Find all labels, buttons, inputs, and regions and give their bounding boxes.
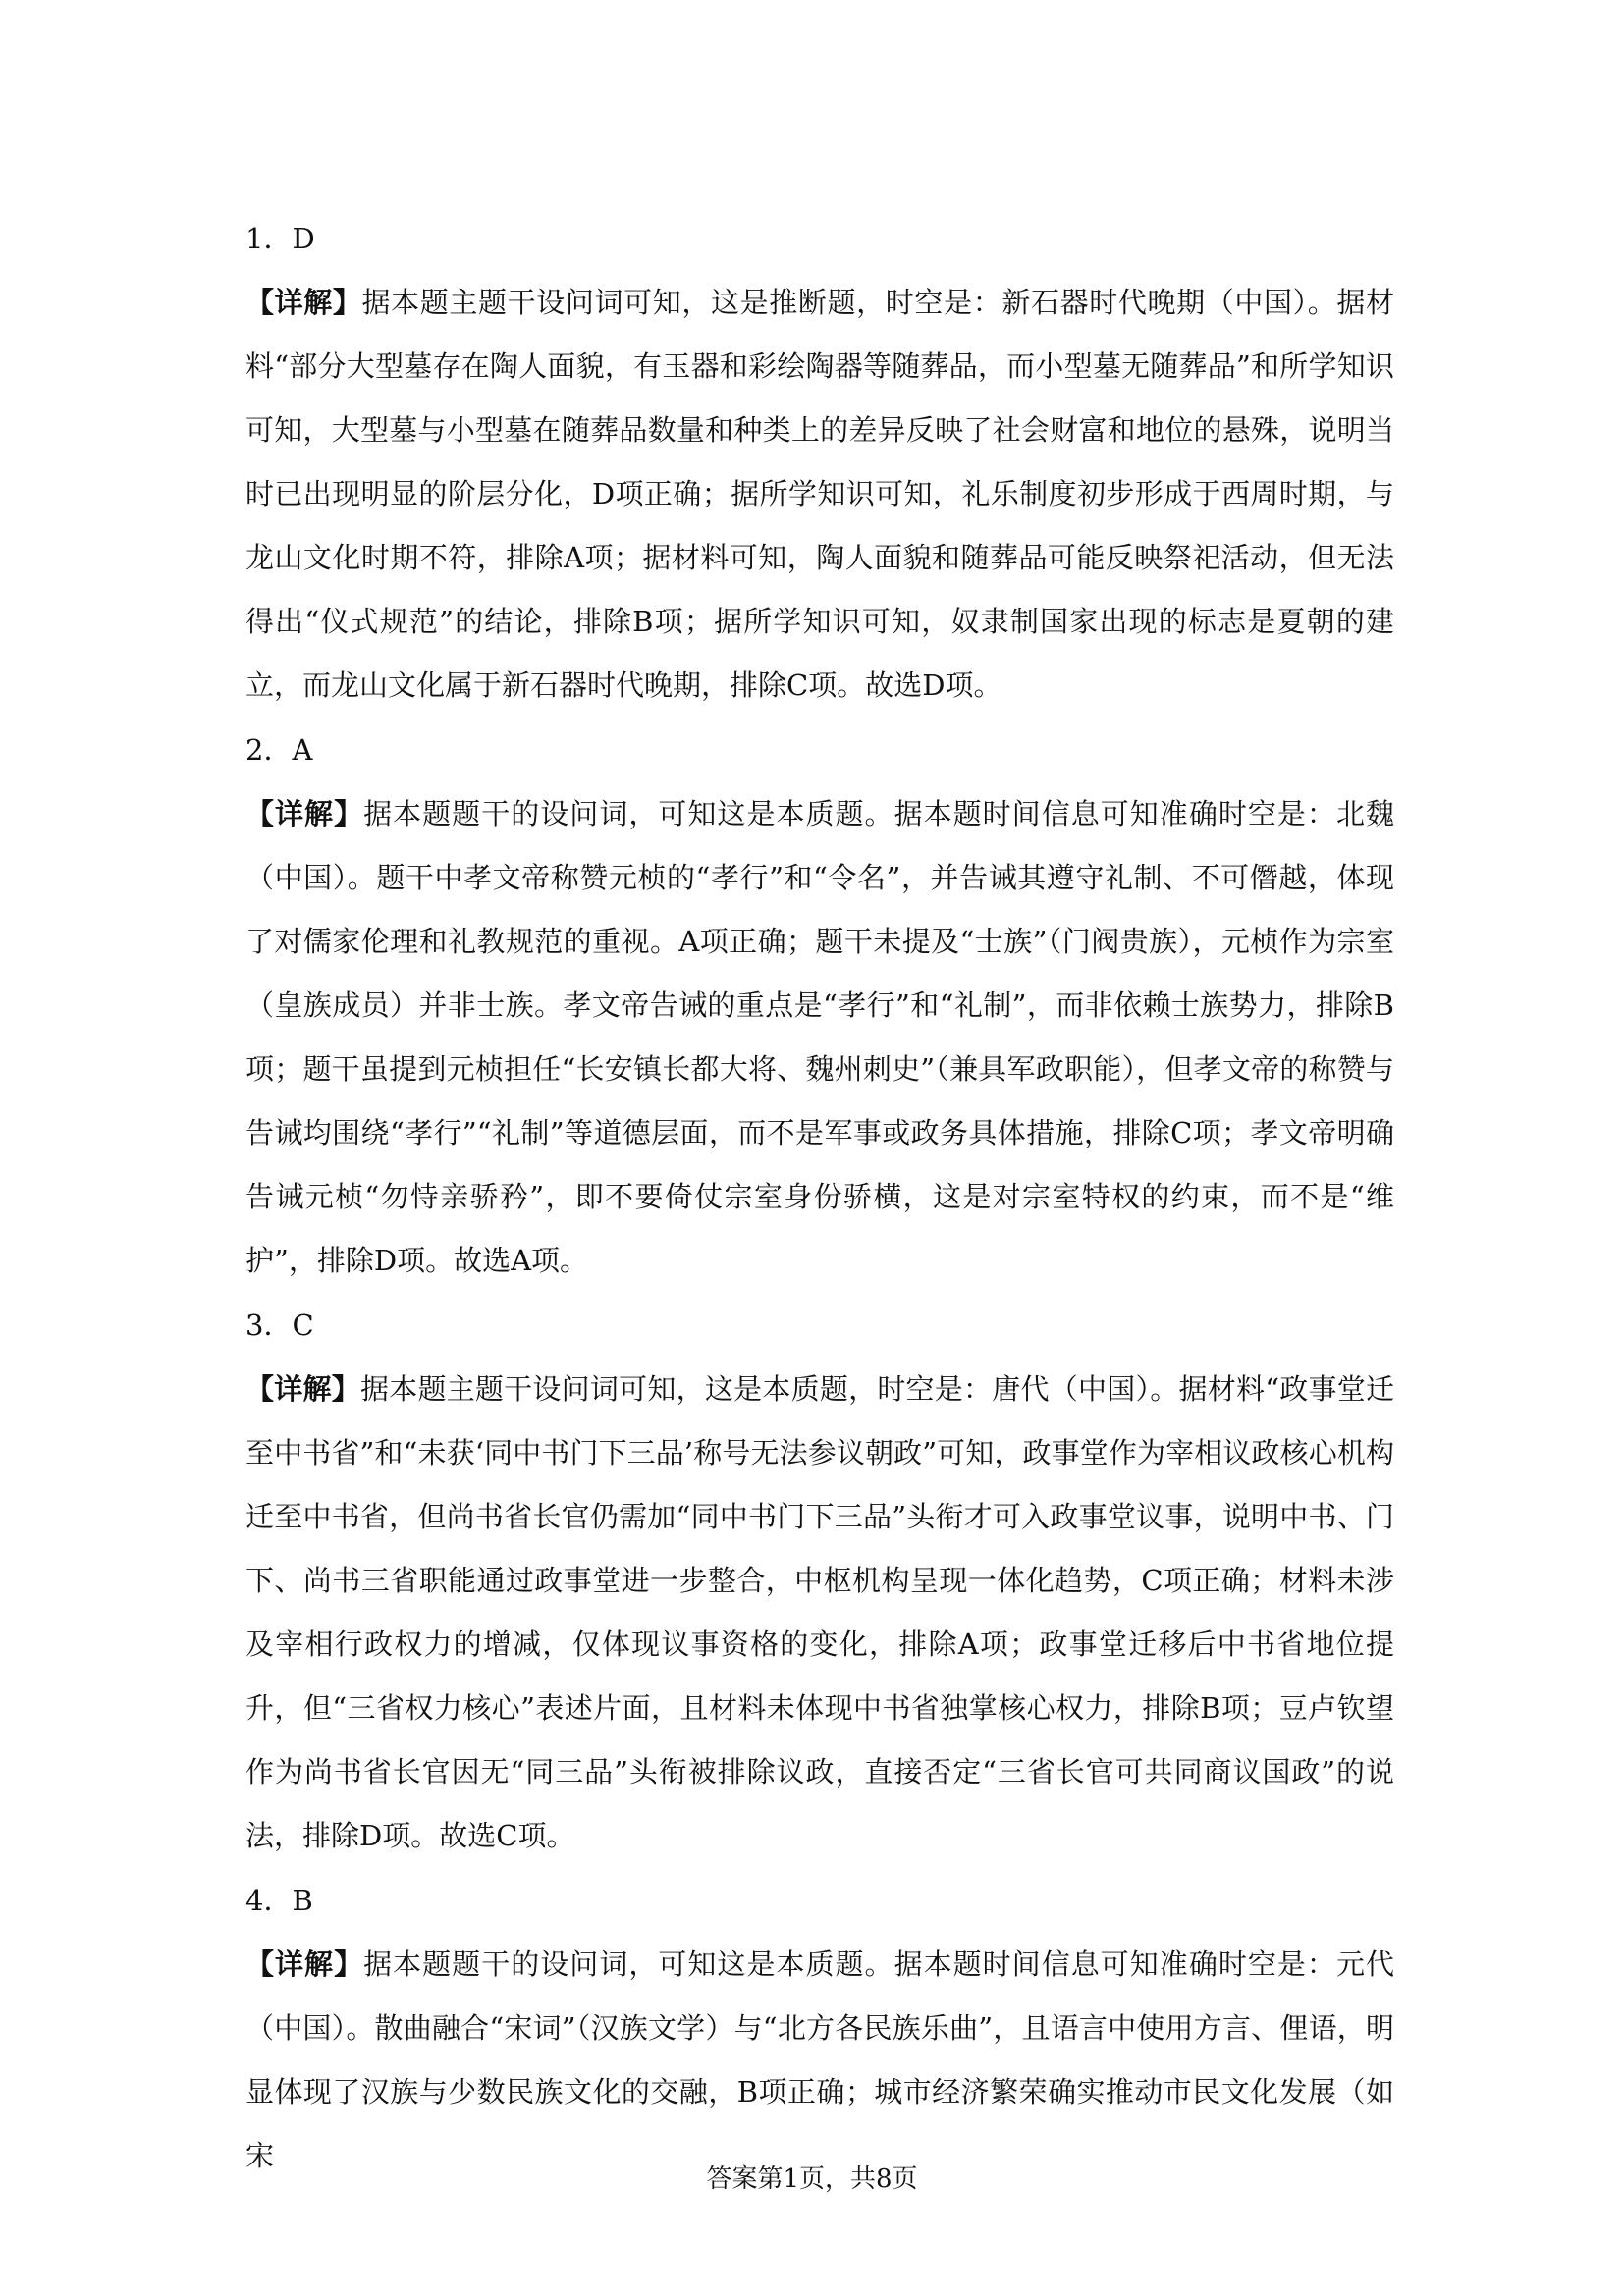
detail-tag: 【详解】 [245,286,362,319]
question-explanation [245,271,1394,718]
question-4 [245,1868,1394,2188]
question-number: 4．B [245,1884,313,1917]
explanation-text: 据本题题干的设问词，可知这是本质题。据本题时间信息可知准确时空是：北魏（中国）。题干中孝文帝称赞元桢的“孝行”和“令名”，并告诫其遵守礼制、不可僭越，体现了对儒家伦理和礼教规范的重视。A项正确；题干未提及“士族”（门阀贵族），元桢作为宗室（皇族成员）并非士族。孝文帝告诫的重点是“孝行”和“礼制”，而非依赖士族势力，排除B项；题干虽提到元桢担任“长安镇长都大将、魏州刺史”（兼具军政职能），但孝文帝的称赞与告诫均围绕“孝行”“礼制”等道德层面，而不是军事或政务具体措施，排除C项；孝文帝明确告诫元桢“勿恃亲骄矜”，即不要倚仗宗室身份骄横，这是对宗室特权的约束，而不是“维护”，排除D项。故选A项。 [245,797,1394,1277]
question-explanation [245,1933,1394,2188]
question-number: 2．A [245,733,313,767]
question-explanation [245,782,1394,1293]
page-footer: 答案第1页，共8页 [706,2164,918,2194]
detail-tag: 【详解】 [245,1948,364,1981]
explanation-text: 据本题主题干设问词可知，这是推断题，时空是：新石器时代晚期（中国）。据材料“部分大型墓存在陶人面貌，有玉器和彩绘陶器等随葬品，而小型墓无随葬品”和所学知识可知，大型墓与小型墓在随葬品数量和种类上的差异反映了社会财富和地位的悬殊，说明当时已出现明显的阶层分化，D项正确；据所学知识可知，礼乐制度初步形成于西周时期，与龙山文化时期不符，排除A项；据材料可知，陶人面貌和随葬品可能反映祭祀活动，但无法得出“仪式规范”的结论，排除B项；据所学知识可知，奴隶制国家出现的标志是夏朝的建立，而龙山文化属于新石器时代晚期，排除C项。故选D项。 [245,286,1394,702]
detail-tag: 【详解】 [245,797,364,830]
question-3 [245,1293,1394,1868]
question-1 [245,206,1394,718]
explanation-text: 据本题主题干设问词可知，这是本质题，时空是：唐代（中国）。据材料“政事堂迁至中书省”和“未获‘同中书门下三品’称号无法参议朝政”可知，政事堂作为宰相议政核心机构迁至中书省，但尚书省长官仍需加“同中书门下三品”头衔才可入政事堂议事，说明中书、门下、尚书三省职能通过政事堂进一步整合，中枢机构呈现一体化趋势，C项正确；材料未涉及宰相行政权力的增减，仅体现议事资格的变化，排除A项；政事堂迁移后中书省地位提升，但“三省权力核心”表述片面，且材料未体现中书省独掌核心权力，排除B项；豆卢钦望作为尚书省长官因无“同三品”头衔被排除议政，直接否定“三省长官可共同商议国政”的说法，排除D项。故选C项。 [245,1372,1394,1852]
question-explanation [245,1358,1394,1868]
question-2 [245,718,1394,1293]
detail-tag: 【详解】 [245,1372,360,1406]
question-number: 1．D [245,222,315,255]
answer-document [245,206,1394,2188]
explanation-text: 据本题题干的设问词，可知这是本质题。据本题时间信息可知准确时空是：元代（中国）。散曲融合“宋词”（汉族文学）与“北方各民族乐曲”，且语言中使用方言、俚语，明显体现了汉族与少数民族文化的交融，B项正确；城市经济繁荣确实推动市民文化发展（如宋 [245,1948,1394,2172]
question-number: 3．C [245,1308,314,1342]
